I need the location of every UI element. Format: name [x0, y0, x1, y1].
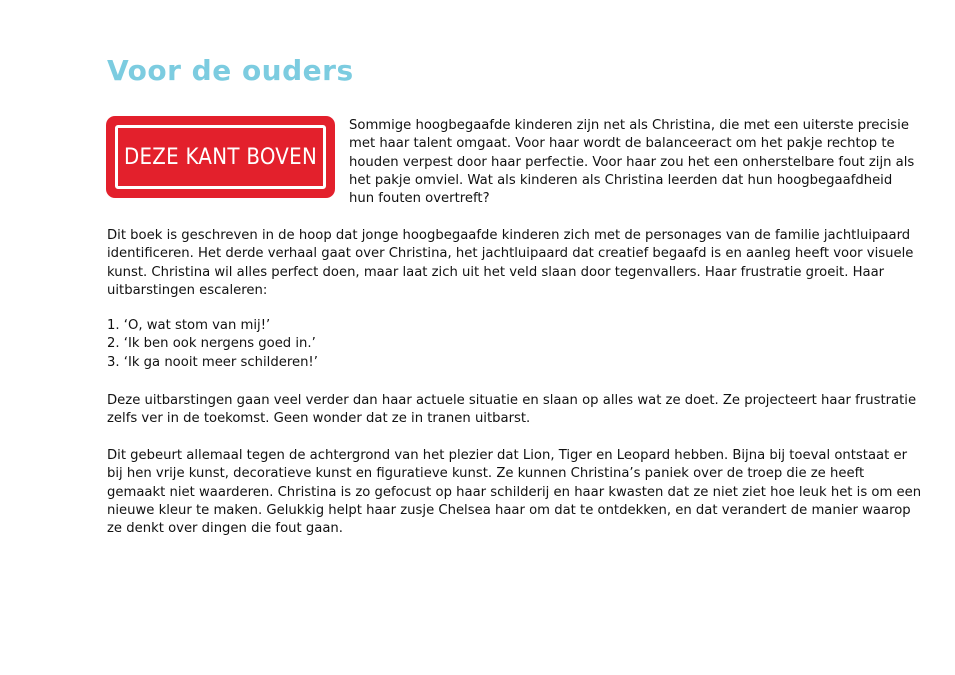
stamp-border — [115, 125, 326, 189]
list-item: 2. ‘Ik ben ook nergens goed in.’ — [107, 336, 316, 352]
list-item: 3. ‘Ik ga nooit meer schilderen!’ — [107, 354, 318, 370]
list-item: 1. ‘O, wat stom van mij!’ — [107, 318, 271, 333]
stamp-logo — [106, 116, 335, 198]
intro-paragraph: Sommige hoogbegaafde kinderen zijn net als Christina, die met een uiterste precisie met haar talent omgaat. Voor haar wordt de balanceeract om het pakje rechtop te houden verpest door haar perfectie. Voor haar zou het een onherstelbare fout zijn als het pakje omviel. Wat als kinderen als Christina leerden dat hun hoogbegaafdheid hun fouten overtreft? — [349, 118, 915, 207]
page-title: Voor de ouders — [107, 54, 354, 87]
stamp-label: DEZE KANT BOVEN — [123, 144, 318, 170]
paragraph-3: Dit gebeurt allemaal tegen de achtergrond van het plezier dat Lion, Tiger en Leopard hebben. Bijna bij toeval ontstaat er bij hen vrije kunst, decoratieve kunst en figuratieve kunst. Ze kunnen Christina’s paniek over de troep die ze heeft gemaakt niet waarderen. Christina is zo gefocust op haar schilderij en haar kwasten dat ze niet ziet hoe leuk het is om een nieuwe kleur te maken. Gelukkig helpt haar zusje Chelsea haar om dat te ontdekken, en dat verandert de manier waarop ze denkt over dingen die fout gaan. — [107, 448, 922, 537]
outburst-list — [107, 317, 318, 372]
paragraph-2: Deze uitbarstingen gaan veel verder dan haar actuele situatie en slaan op alles wat ze doet. Ze projecteert haar frustratie zelfs ver in de toekomst. Geen wonder dat ze in tranen uitbarst. — [107, 393, 917, 427]
paragraph-1: Dit boek is geschreven in de hoop dat jonge hoogbegaafde kinderen zich met de personages van de familie jachtluipaard identificeren. Het derde verhaal gaat over Christina, het jachtluipaard dat creatief begaafd is en aanleg heeft voor visuele kunst. Christina wil alles perfect doen, maar laat zich uit het veld slaan door tegenvallers. Haar frustratie groeit. Haar uitbarstingen escaleren: — [107, 228, 914, 298]
